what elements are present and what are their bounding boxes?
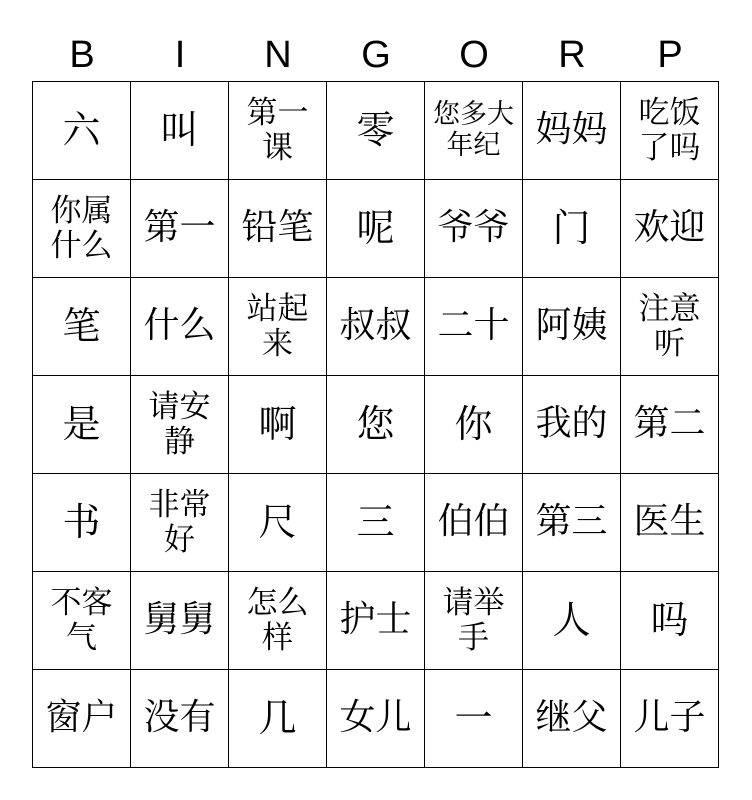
bingo-cell xyxy=(523,278,621,376)
bingo-cell xyxy=(523,180,621,278)
bingo-cell xyxy=(523,474,621,572)
bingo-cell xyxy=(425,180,523,278)
bingo-cell-text: 吗 xyxy=(650,598,689,643)
bingo-cell-text: 怎么样 xyxy=(246,584,309,656)
header-letter-g: G xyxy=(361,33,391,76)
bingo-cell xyxy=(523,572,621,670)
header-letter-n: N xyxy=(264,33,292,76)
bingo-cell xyxy=(131,572,229,670)
bingo-cell xyxy=(621,180,719,278)
bingo-cell-text: 笔 xyxy=(62,304,101,349)
bingo-cell-text: 是 xyxy=(62,402,101,447)
bingo-cell xyxy=(229,572,327,670)
header-letter-r: R xyxy=(558,33,586,76)
bingo-cell-text: 儿子 xyxy=(633,697,706,739)
bingo-cell xyxy=(33,82,131,180)
bingo-cell xyxy=(33,278,131,376)
header-letter-b: B xyxy=(69,33,95,76)
bingo-cell-text: 吃饭了吗 xyxy=(638,94,701,166)
bingo-cell xyxy=(327,670,425,768)
bingo-cell-text: 妈妈 xyxy=(535,109,608,151)
bingo-cell-text: 您多大年纪 xyxy=(433,99,514,161)
bingo-cell xyxy=(425,278,523,376)
bingo-cell-text: 不客气 xyxy=(50,584,113,656)
bingo-cell-text: 爷爷 xyxy=(437,207,510,249)
bingo-cell-text: 第三 xyxy=(535,501,608,543)
bingo-cell-text: 叔叔 xyxy=(339,305,412,347)
header-letter-o: O xyxy=(459,33,489,76)
bingo-cell-text: 舅舅 xyxy=(143,599,216,641)
bingo-cell-text: 二十 xyxy=(437,305,510,347)
bingo-cell-text: 第一课 xyxy=(246,94,309,166)
bingo-cell-text: 女儿 xyxy=(339,697,412,739)
bingo-cell xyxy=(425,82,523,180)
bingo-cell xyxy=(131,376,229,474)
bingo-board xyxy=(32,81,719,768)
bingo-cell xyxy=(33,474,131,572)
bingo-cell xyxy=(33,180,131,278)
bingo-cell xyxy=(229,670,327,768)
bingo-cell-text: 请安静 xyxy=(148,388,211,460)
bingo-cell xyxy=(621,376,719,474)
bingo-cell-text: 请举手 xyxy=(442,584,505,656)
bingo-cell-text: 你 xyxy=(454,402,493,447)
bingo-cell-text: 第一 xyxy=(143,207,216,249)
bingo-cell xyxy=(131,180,229,278)
bingo-cell xyxy=(621,278,719,376)
bingo-cell-text: 阿姨 xyxy=(535,305,608,347)
bingo-cell-text: 零 xyxy=(356,108,395,153)
bingo-cell xyxy=(425,572,523,670)
bingo-cell xyxy=(131,82,229,180)
bingo-cell xyxy=(131,670,229,768)
bingo-cell-text: 三 xyxy=(356,500,395,545)
bingo-cell xyxy=(229,278,327,376)
bingo-cell xyxy=(229,474,327,572)
bingo-cell xyxy=(327,376,425,474)
bingo-cell xyxy=(621,82,719,180)
bingo-cell xyxy=(621,474,719,572)
bingo-cell-text: 书 xyxy=(62,500,101,545)
bingo-cell xyxy=(523,82,621,180)
bingo-cell xyxy=(327,278,425,376)
bingo-cell xyxy=(523,670,621,768)
bingo-cell xyxy=(33,376,131,474)
bingo-cell-text: 人 xyxy=(552,598,591,643)
bingo-cell xyxy=(33,670,131,768)
bingo-cell-text: 第二 xyxy=(633,403,706,445)
bingo-cell xyxy=(131,278,229,376)
bingo-cell xyxy=(621,572,719,670)
bingo-cell-text: 铅笔 xyxy=(241,207,314,249)
bingo-cell-text: 门 xyxy=(552,206,591,251)
bingo-cell-text: 医生 xyxy=(633,501,706,543)
bingo-cell-text: 窗户 xyxy=(45,697,118,739)
bingo-cell xyxy=(523,376,621,474)
bingo-cell xyxy=(425,376,523,474)
bingo-cell-text: 欢迎 xyxy=(633,207,706,249)
bingo-cell-text: 呢 xyxy=(356,206,395,251)
bingo-cell xyxy=(131,474,229,572)
bingo-cell-text: 一 xyxy=(454,696,493,741)
bingo-cell-text: 我的 xyxy=(535,403,608,445)
bingo-cell-text: 啊 xyxy=(258,402,297,447)
bingo-cell xyxy=(425,474,523,572)
bingo-cell-text: 继父 xyxy=(535,697,608,739)
bingo-cell xyxy=(229,82,327,180)
header-letter-p: P xyxy=(657,33,683,76)
bingo-header xyxy=(33,30,719,80)
bingo-cell-text: 几 xyxy=(258,696,297,741)
bingo-cell-text: 伯伯 xyxy=(437,501,510,543)
bingo-cell xyxy=(425,670,523,768)
bingo-cell-text: 您 xyxy=(356,402,395,447)
bingo-cell-text: 没有 xyxy=(143,697,216,739)
bingo-cell-text: 叫 xyxy=(160,108,199,153)
bingo-cell-text: 非常好 xyxy=(148,486,211,558)
bingo-cell-text: 注意听 xyxy=(638,290,701,362)
bingo-cell-text: 站起来 xyxy=(246,290,309,362)
bingo-cell-text: 你属什么 xyxy=(50,192,113,264)
bingo-cell-text: 护士 xyxy=(339,599,412,641)
bingo-cell xyxy=(327,474,425,572)
bingo-cell-text: 尺 xyxy=(258,500,297,545)
header-letter-i: I xyxy=(174,33,186,76)
bingo-cell xyxy=(229,180,327,278)
bingo-cell xyxy=(621,670,719,768)
bingo-cell xyxy=(33,572,131,670)
bingo-cell-text: 六 xyxy=(62,108,101,153)
bingo-cell xyxy=(327,180,425,278)
bingo-cell xyxy=(229,376,327,474)
bingo-cell xyxy=(327,82,425,180)
bingo-cell-text: 什么 xyxy=(143,305,216,347)
bingo-cell xyxy=(327,572,425,670)
